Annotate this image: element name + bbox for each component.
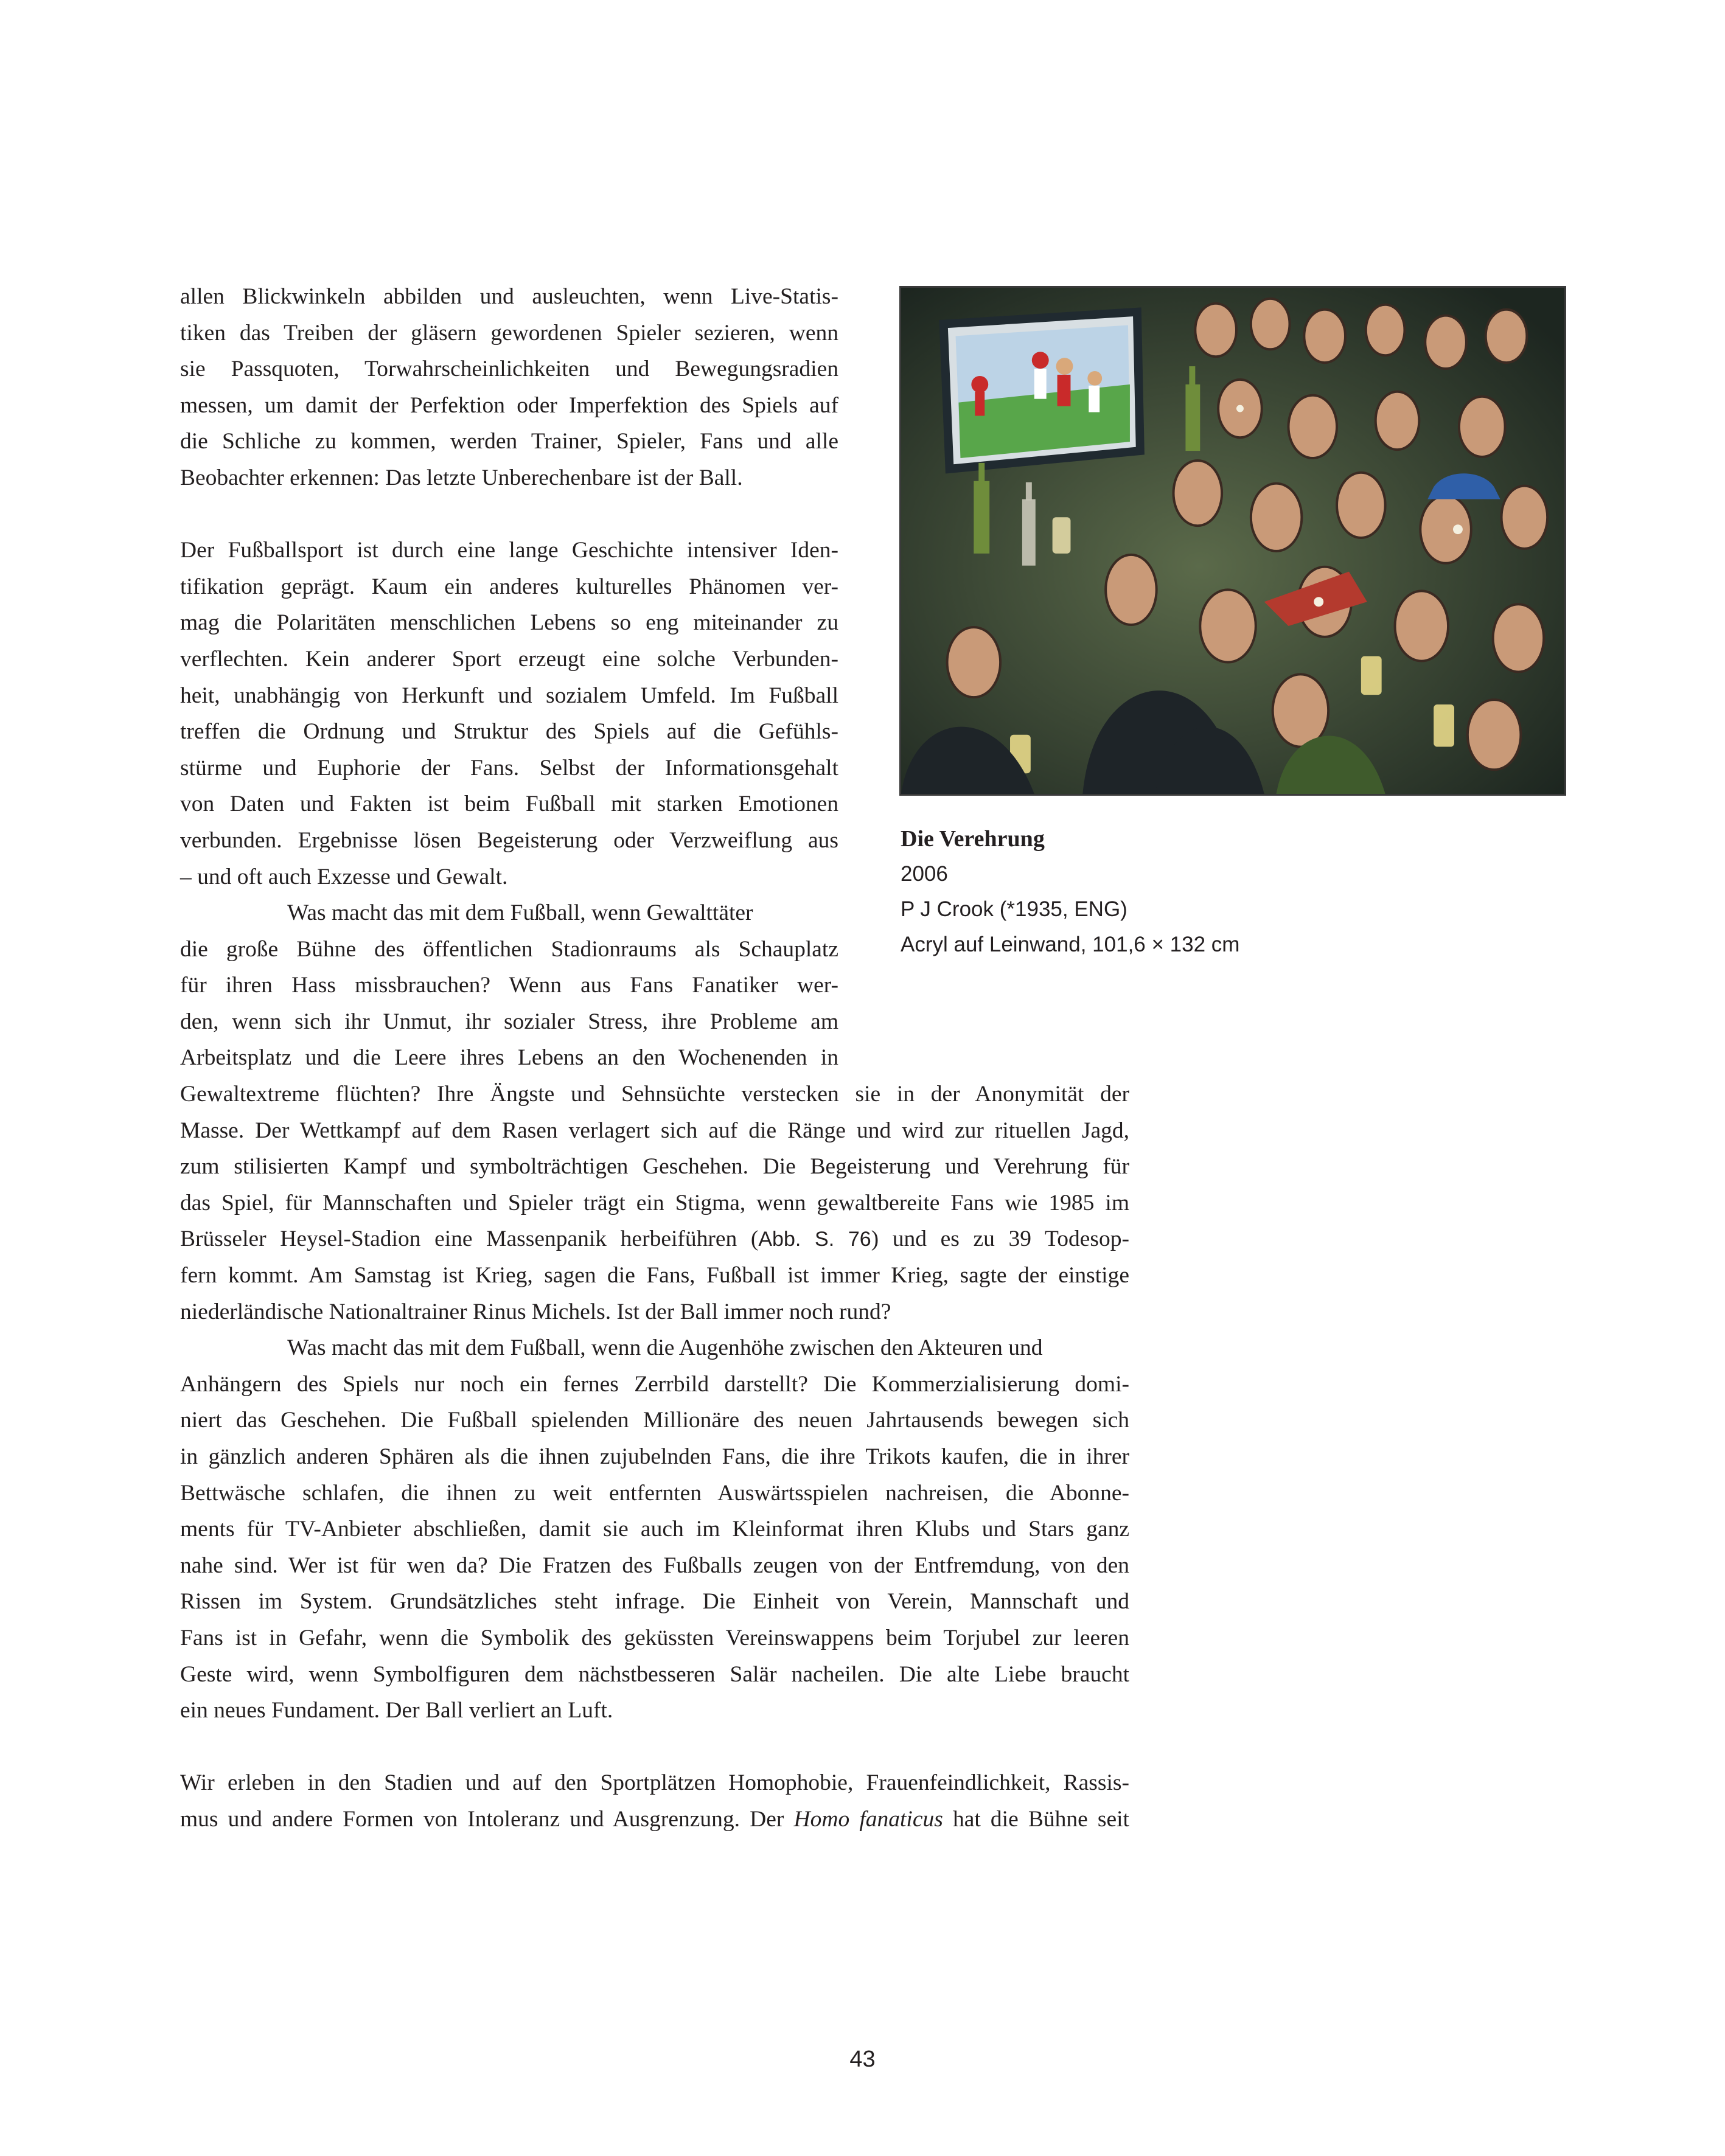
caption-artist: P J Crook (*1935, ENG) [901, 897, 1127, 921]
text-line: Was macht das mit dem Fußball, wenn Gewalttäter [287, 900, 753, 926]
text-line: Geste wird, wenn Symbolfiguren dem nächstbesseren Salär nacheilen. Die alte Liebe braucht [180, 1661, 1129, 1687]
text-line: ein neues Fundament. Der Ball verliert an Luft. [180, 1698, 613, 1723]
text-line: von Daten und Fakten ist beim Fußball mit starken Emotionen [180, 791, 838, 817]
text-line: für ihren Hass missbrauchen? Wenn aus Fans Fanatiker wer- [180, 973, 838, 998]
text-line: Bettwäsche schlafen, die ihnen zu weit entfernten Auswärtsspielen nachreisen, die Abonne- [180, 1480, 1129, 1506]
painting-image [899, 286, 1566, 796]
text-line: Anhängern des Spiels nur noch ein fernes Zerrbild darstellt? Die Kommerzialisierung domi- [180, 1371, 1129, 1397]
painting-caption [901, 821, 1570, 962]
text-segment: Brüsseler Heysel-Stadion eine Massenpanik herbeiführen ( [180, 1226, 759, 1252]
text-line: in gänzlich anderen Sphären als die ihnen zujubelnden Fans, die ihre Trikots kaufen, die in ihrer [180, 1444, 1129, 1469]
text-line: messen, um damit der Perfektion oder Imperfektion des Spiels auf [180, 392, 838, 418]
text-line: ments für TV-Anbieter abschließen, damit sie auch im Kleinformat ihren Klubs und Stars ganz [180, 1517, 1129, 1542]
text-line: verbunden. Ergebnisse lösen Begeisterung oder Verzweiflung aus [180, 827, 838, 853]
text-line: den, wenn sich ihr Unmut, ihr sozialer Stress, ihre Probleme am [180, 1009, 838, 1034]
text-line: stürme und Euphorie der Fans. Selbst der Informationsgehalt [180, 755, 838, 781]
page-number: 43 [849, 2046, 876, 2072]
caption-title: Die Verehrung [901, 826, 1045, 852]
text-line: heit, unabhängig von Herkunft und sozialem Umfeld. Im Fußball [180, 683, 838, 708]
text-line: niederländische Nationaltrainer Rinus Michels. Ist der Ball immer noch rund? [180, 1299, 891, 1324]
text-line: Wir erleben in den Stadien und auf den Sportplätzen Homophobie, Frauenfeindlichkeit, Rassis- [180, 1770, 1129, 1796]
text-line: Gewaltextreme flüchten? Ihre Ängste und Sehnsüchte verstecken sie in der Anonymität der [180, 1082, 1129, 1107]
text-line [180, 1221, 1129, 1257]
text-line: treffen die Ordnung und Struktur des Spiels auf die Gefühls- [180, 719, 838, 745]
text-line: die große Bühne des öffentlichen Stadionraums als Schauplatz [180, 936, 838, 962]
italic-term: Homo fanaticus [793, 1806, 943, 1832]
text-line: allen Blickwinkeln abbilden und ausleuchten, wenn Live-Statis- [180, 284, 838, 309]
text-line: Der Fußballsport ist durch eine lange Geschichte intensiver Iden- [180, 538, 838, 563]
text-line [180, 1801, 1129, 1838]
text-line: sie Passquoten, Torwahrscheinlichkeiten und Bewegungsradien [180, 356, 838, 382]
text-line: zum stilisierten Kampf und symbolträchtigen Geschehen. Die Begeisterung und Verehrung für [180, 1154, 1129, 1180]
text-line: tiken das Treiben der gläsern gewordenen Spieler sezieren, wenn [180, 320, 838, 346]
painting-illustration [901, 288, 1564, 794]
paragraph-gap [180, 1729, 1129, 1765]
text-line: Fans ist in Gefahr, wenn die Symbolik des geküssten Vereinswappens beim Torjubel zur leeren [180, 1625, 1129, 1650]
text-line: das Spiel, für Mannschaften und Spieler trägt ein Stigma, wenn gewaltbereite Fans wie 1985 im [180, 1190, 1129, 1215]
text-line: die Schliche zu kommen, werden Trainer, Spieler, Fans und alle [180, 429, 838, 454]
text-segment: mus und andere Formen von Intoleranz und Ausgrenzung. Der [180, 1806, 794, 1832]
text-segment: hat die Bühne seit [943, 1806, 1129, 1832]
text-line: – und oft auch Exzesse und Gewalt. [180, 864, 508, 889]
text-line: Arbeitsplatz und die Leere ihres Lebens an den Wochenenden in [180, 1045, 838, 1071]
text-line: nahe sind. Wer ist für wen da? Die Fratzen des Fußballs zeugen von der Entfremdung, von den [180, 1553, 1129, 1578]
text-line: fern kommt. Am Samstag ist Krieg, sagen die Fans, Fußball ist immer Krieg, sagte der einstige [180, 1263, 1129, 1288]
caption-year: 2006 [901, 862, 948, 886]
text-line: Beobachter erkennen: Das letzte Unberechenbare ist der Ball. [180, 465, 743, 490]
figure-reference: Abb. S. 76 [758, 1228, 871, 1251]
text-line: Was macht das mit dem Fußball, wenn die Augenhöhe zwischen den Akteuren und [287, 1335, 1043, 1361]
text-line: niert das Geschehen. Die Fußball spielenden Millionäre des neuen Jahrtausends bewegen sich [180, 1408, 1129, 1433]
text-line: Masse. Der Wettkampf auf dem Rasen verlagert sich auf die Ränge und wird zur rituellen Jagd, [180, 1118, 1129, 1143]
text-segment: ) und es zu 39 Todesop- [871, 1226, 1129, 1252]
caption-medium: Acryl auf Leinwand, 101,6 × 132 cm [901, 933, 1240, 956]
text-line: Rissen im System. Grundsätzliches steht infrage. Die Einheit von Verein, Mannschaft und [180, 1589, 1129, 1615]
text-line: mag die Polaritäten menschlichen Lebens so eng miteinander zu [180, 610, 838, 636]
text-line: verflechten. Kein anderer Sport erzeugt eine solche Verbunden- [180, 646, 838, 672]
text-line: tifikation geprägt. Kaum ein anderes kulturelles Phänomen ver- [180, 574, 838, 599]
